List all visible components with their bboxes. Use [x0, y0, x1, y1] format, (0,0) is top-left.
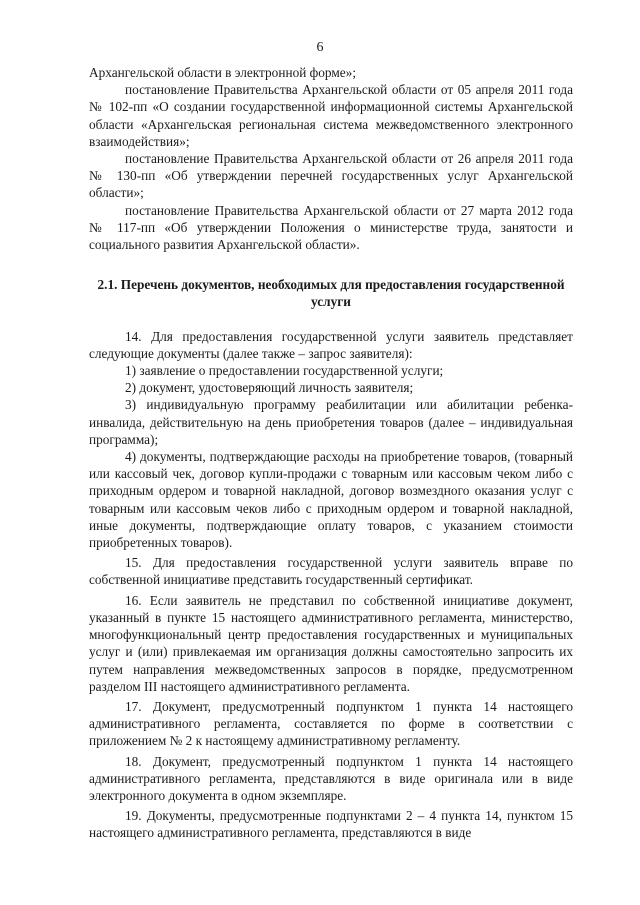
paragraph-resolution-102: постановление Правительства Архангельской области от 05 апреля 2011 года № 102-пп «О создании государственной информационной системы Архангельской области «Архангельская региональная система межведомственного электронного взаимодействия»; [89, 82, 573, 149]
page-number: 6 [316, 40, 324, 55]
paragraph-14: 14. Для предоставления государственной услуги заявитель представляет следующие документы (далее также – запрос заявителя): [89, 328, 573, 361]
section-heading: 2.1. Перечень документов, необходимых для предоставления государственной услуги [97, 277, 565, 310]
paragraph-15: 15. Для предоставления государственной услуги заявитель вправе по собственной инициативе представить государственный сертификат. [89, 555, 573, 588]
paragraph-14-item-3: 3) индивидуальную программу реабилитации или абилитации ребенка-инвалида, действительную на день приобретения товаров (далее – индивидуальная программа); [89, 397, 573, 447]
document-body [89, 64, 573, 842]
paragraph-continuation: Архангельской области в электронной форме»; [89, 65, 357, 80]
paragraph-14-item-4: 4) документы, подтверждающие расходы на приобретение товаров, (товарный или кассовый чек, договор купли-продажи с товарным или кассовым чеком либо с приходным ордером и товарной накладной, договор возмездного оказания услуг с товарным или кассовым чеков либо с приходным ордером и товарной накладной, иные документы, подтверждающие оплату товаров, с указанием стоимости приобретенных товаров). [89, 449, 573, 551]
paragraph-14-item-1: 1) заявление о предоставлении государственной услуги; [125, 363, 444, 379]
paragraph-18: 18. Документ, предусмотренный подпунктом 1 пункта 14 настоящего административного регламента, представляются в виде оригинала или в виде электронного документа в одном экземпляре. [89, 753, 573, 803]
paragraph-16: 16. Если заявитель не представил по собственной инициативе документ, указанный в пункте 15 настоящего административного регламента, министерство, многофункциональный центр предоставления государственных и муниципальных услуг и (или) привлекаемая им организация должны самостоятельно запросить их путем направления межведомственных запросов в порядке, предусмотренном разделом III настоящего административного регламента. [89, 592, 573, 694]
paragraph-14-item-2: 2) документ, удостоверяющий личность заявителя; [125, 380, 414, 396]
paragraph-resolution-130: постановление Правительства Архангельской области от 26 апреля 2011 года № 130-пп «Об утверждении перечней государственных услуг Архангельской области»; [89, 151, 573, 201]
paragraph-19: 19. Документы, предусмотренные подпунктами 2 – 4 пункта 14, пунктом 15 настоящего административного регламента, представляются в виде [89, 808, 573, 841]
paragraph-17: 17. Документ, предусмотренный подпунктом 1 пункта 14 настоящего административного регламента, составляется по форме в соответствии с приложением № 2 к настоящему административному регламенту. [89, 698, 573, 749]
paragraph-resolution-117: постановление Правительства Архангельской области от 27 марта 2012 года № 117-пп «Об утверждении Положения о министерстве труда, занятости и социального развития Архангельской области». [89, 202, 573, 253]
